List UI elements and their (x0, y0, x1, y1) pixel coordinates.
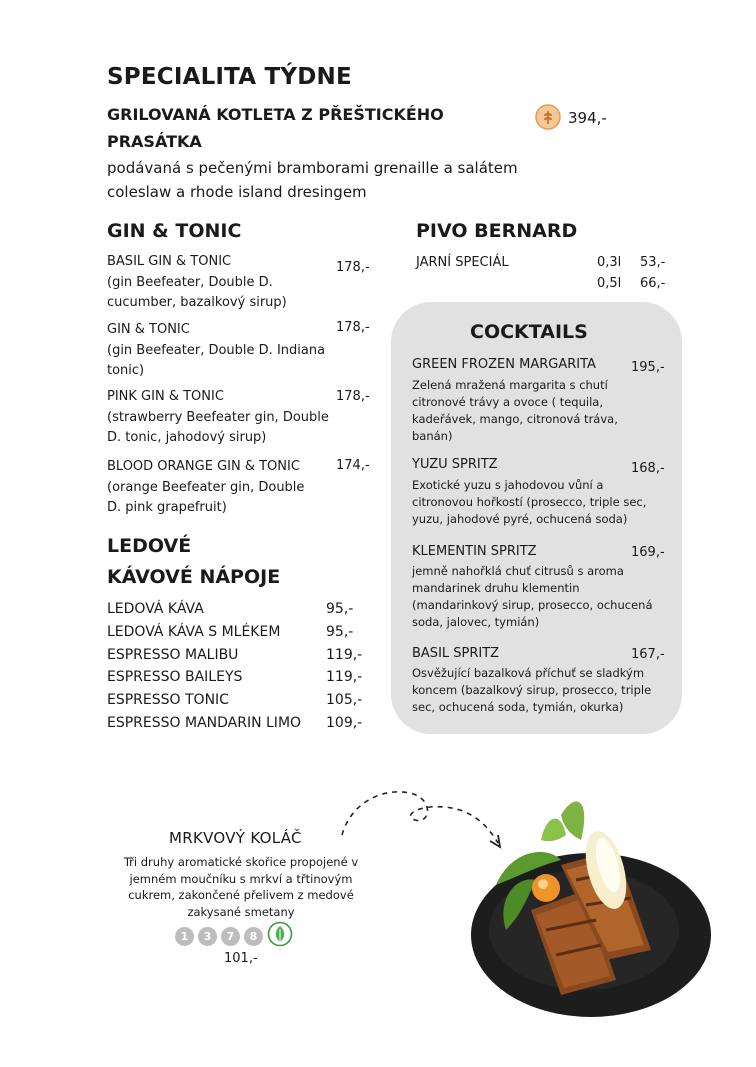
cocktails-heading: COCKTAILS (470, 321, 588, 343)
dessert-name: MRKVOVÝ KOLÁČ (169, 829, 302, 847)
coffee-item-name: ESPRESSO TONIC (107, 692, 229, 708)
beer-price: 53,- (640, 255, 666, 270)
gin-item-desc: (strawberry Beefeater gin, Double (107, 409, 329, 425)
coffee-item-name: ESPRESSO MANDARIN LIMO (107, 715, 302, 731)
gin-heading: GIN & TONIC (107, 220, 242, 242)
allergen-badge: 7 (221, 927, 240, 946)
coffee-item-price: 95,- (326, 624, 354, 640)
cocktail-name: GREEN FROZEN MARGARITA (412, 357, 596, 372)
special-price: 394,- (568, 109, 607, 127)
cocktail-desc-line: koncem (bazalkový sirup, prosecco, triple (412, 683, 652, 697)
special-dish-title-1: GRILOVANÁ KOTLETA Z PŘEŠTICKÉHO (107, 105, 444, 124)
cocktail-desc-line: citronovou hořkostí (prosecco, triple sec, (412, 495, 647, 509)
leaf-icon (267, 921, 293, 951)
beer-price: 66,- (640, 276, 666, 291)
beer-name: JARNÍ SPECIÁL (416, 255, 509, 270)
cocktail-desc-line: sec, ochucená soda, tymián, okurka) (412, 700, 624, 714)
allergen-badge: 1 (175, 927, 194, 946)
cocktail-desc-line: citronové trávy a ovoce ( tequila, (412, 395, 603, 409)
dessert-price: 101,- (224, 951, 258, 966)
coffee-heading-1: LEDOVÉ (107, 535, 192, 557)
dessert-desc-line: cukrem, zakončené přelivem z medové (128, 888, 354, 902)
cocktail-price: 168,- (631, 461, 665, 476)
allergen-badge: 8 (244, 927, 263, 946)
gin-item-price: 178,- (336, 320, 370, 335)
cocktail-price: 195,- (631, 360, 665, 375)
cocktail-desc-line: mandarinek druhu klementin (412, 581, 580, 595)
coffee-item-price: 105,- (326, 692, 363, 708)
coffee-item-name: LEDOVÁ KÁVA (107, 601, 204, 617)
gin-item-desc: (orange Beefeater gin, Double (107, 479, 305, 495)
cocktail-price: 167,- (631, 647, 665, 662)
cocktail-desc-line: banán) (412, 429, 453, 443)
gin-item-desc: D. tonic, jahodový sirup) (107, 430, 267, 445)
gin-item-desc: (gin Beefeater, Double D. Indiana (107, 342, 326, 358)
special-desc-1: podávaná s pečenými bramborami grenaille a salátem (107, 159, 518, 177)
gin-item-price: 178,- (336, 260, 370, 275)
coffee-item-name: LEDOVÁ KÁVA S MLÉKEM (107, 624, 281, 640)
coffee-item-name: ESPRESSO BAILEYS (107, 669, 243, 685)
cocktail-desc-line: soda, jalovec, tymián) (412, 615, 540, 629)
gin-item (107, 320, 325, 382)
wheat-icon (535, 104, 561, 134)
dessert-desc-line: jemném moučníku s mrkví a třtinovým (129, 871, 353, 886)
cocktail-desc-line: Zelená mražená margarita s chutí (412, 378, 608, 392)
cocktail-desc (412, 377, 618, 445)
cocktail-desc-line: jemně nahořklá chuť citrusů s aroma (412, 564, 624, 578)
gin-item-name: GIN & TONIC (107, 322, 190, 337)
cocktail-desc-line: Exotické yuzu s jahodovou vůní a (412, 478, 604, 492)
cocktail-desc (412, 477, 646, 528)
cocktail-name: BASIL SPRITZ (412, 646, 500, 661)
dessert-desc (110, 854, 372, 920)
cocktail-desc (412, 563, 653, 631)
beer-size: 0,3l (597, 255, 622, 270)
coffee-item-price: 119,- (326, 647, 363, 663)
cocktail-desc-line: (mandarinkový sirup, prosecco, ochucená (412, 598, 653, 612)
cocktail-desc-line: yuzu, jahodové pyré, ochucená soda) (412, 512, 628, 526)
gin-item-name: BASIL GIN & TONIC (107, 254, 232, 269)
cocktail-price: 169,- (631, 545, 665, 560)
special-dish-title-2: PRASÁTKA (107, 132, 202, 151)
special-desc-2: coleslaw a rhode island dresingem (107, 183, 367, 201)
coffee-item-price: 95,- (326, 601, 354, 617)
gin-item-desc: tonic) (107, 363, 145, 378)
gin-item-price: 178,- (336, 389, 370, 404)
beer-size: 0,5l (597, 276, 622, 291)
coffee-item-price: 119,- (326, 669, 363, 685)
allergen-list (175, 921, 293, 951)
dessert-desc-line: Tři druhy aromatické skořice propojené v (123, 855, 359, 869)
cocktail-desc-line: kadeřávek, mango, citronová tráva, (412, 412, 618, 426)
dessert-desc-line: zakysané smetany (187, 904, 295, 919)
gin-item (107, 457, 304, 519)
cocktail-name: YUZU SPRITZ (412, 457, 498, 472)
cocktail-name: KLEMENTIN SPRITZ (412, 544, 537, 559)
gin-item (107, 252, 287, 314)
coffee-item-name: ESPRESSO MALIBU (107, 647, 239, 663)
gin-item-desc: cucumber, bazalkový sirup) (107, 295, 287, 310)
coffee-item-price: 109,- (326, 715, 363, 731)
beer-heading: PIVO BERNARD (416, 220, 578, 242)
gin-item-price: 174,- (336, 458, 370, 473)
gin-item-name: BLOOD ORANGE GIN & TONIC (107, 459, 300, 474)
cocktail-desc (412, 665, 651, 716)
allergen-badge: 3 (198, 927, 217, 946)
special-heading: SPECIALITA TÝDNE (107, 64, 352, 90)
cocktail-desc-line: Osvěžující bazalková příchuť se sladkým (412, 666, 645, 680)
dessert-plate-illustration (466, 780, 716, 1030)
gin-item-desc: D. pink grapefruit) (107, 500, 227, 515)
gin-item (107, 387, 329, 449)
coffee-heading-2: KÁVOVÉ NÁPOJE (107, 566, 281, 588)
gin-item-desc: (gin Beefeater, Double D. (107, 274, 273, 290)
gin-item-name: PINK GIN & TONIC (107, 389, 224, 404)
